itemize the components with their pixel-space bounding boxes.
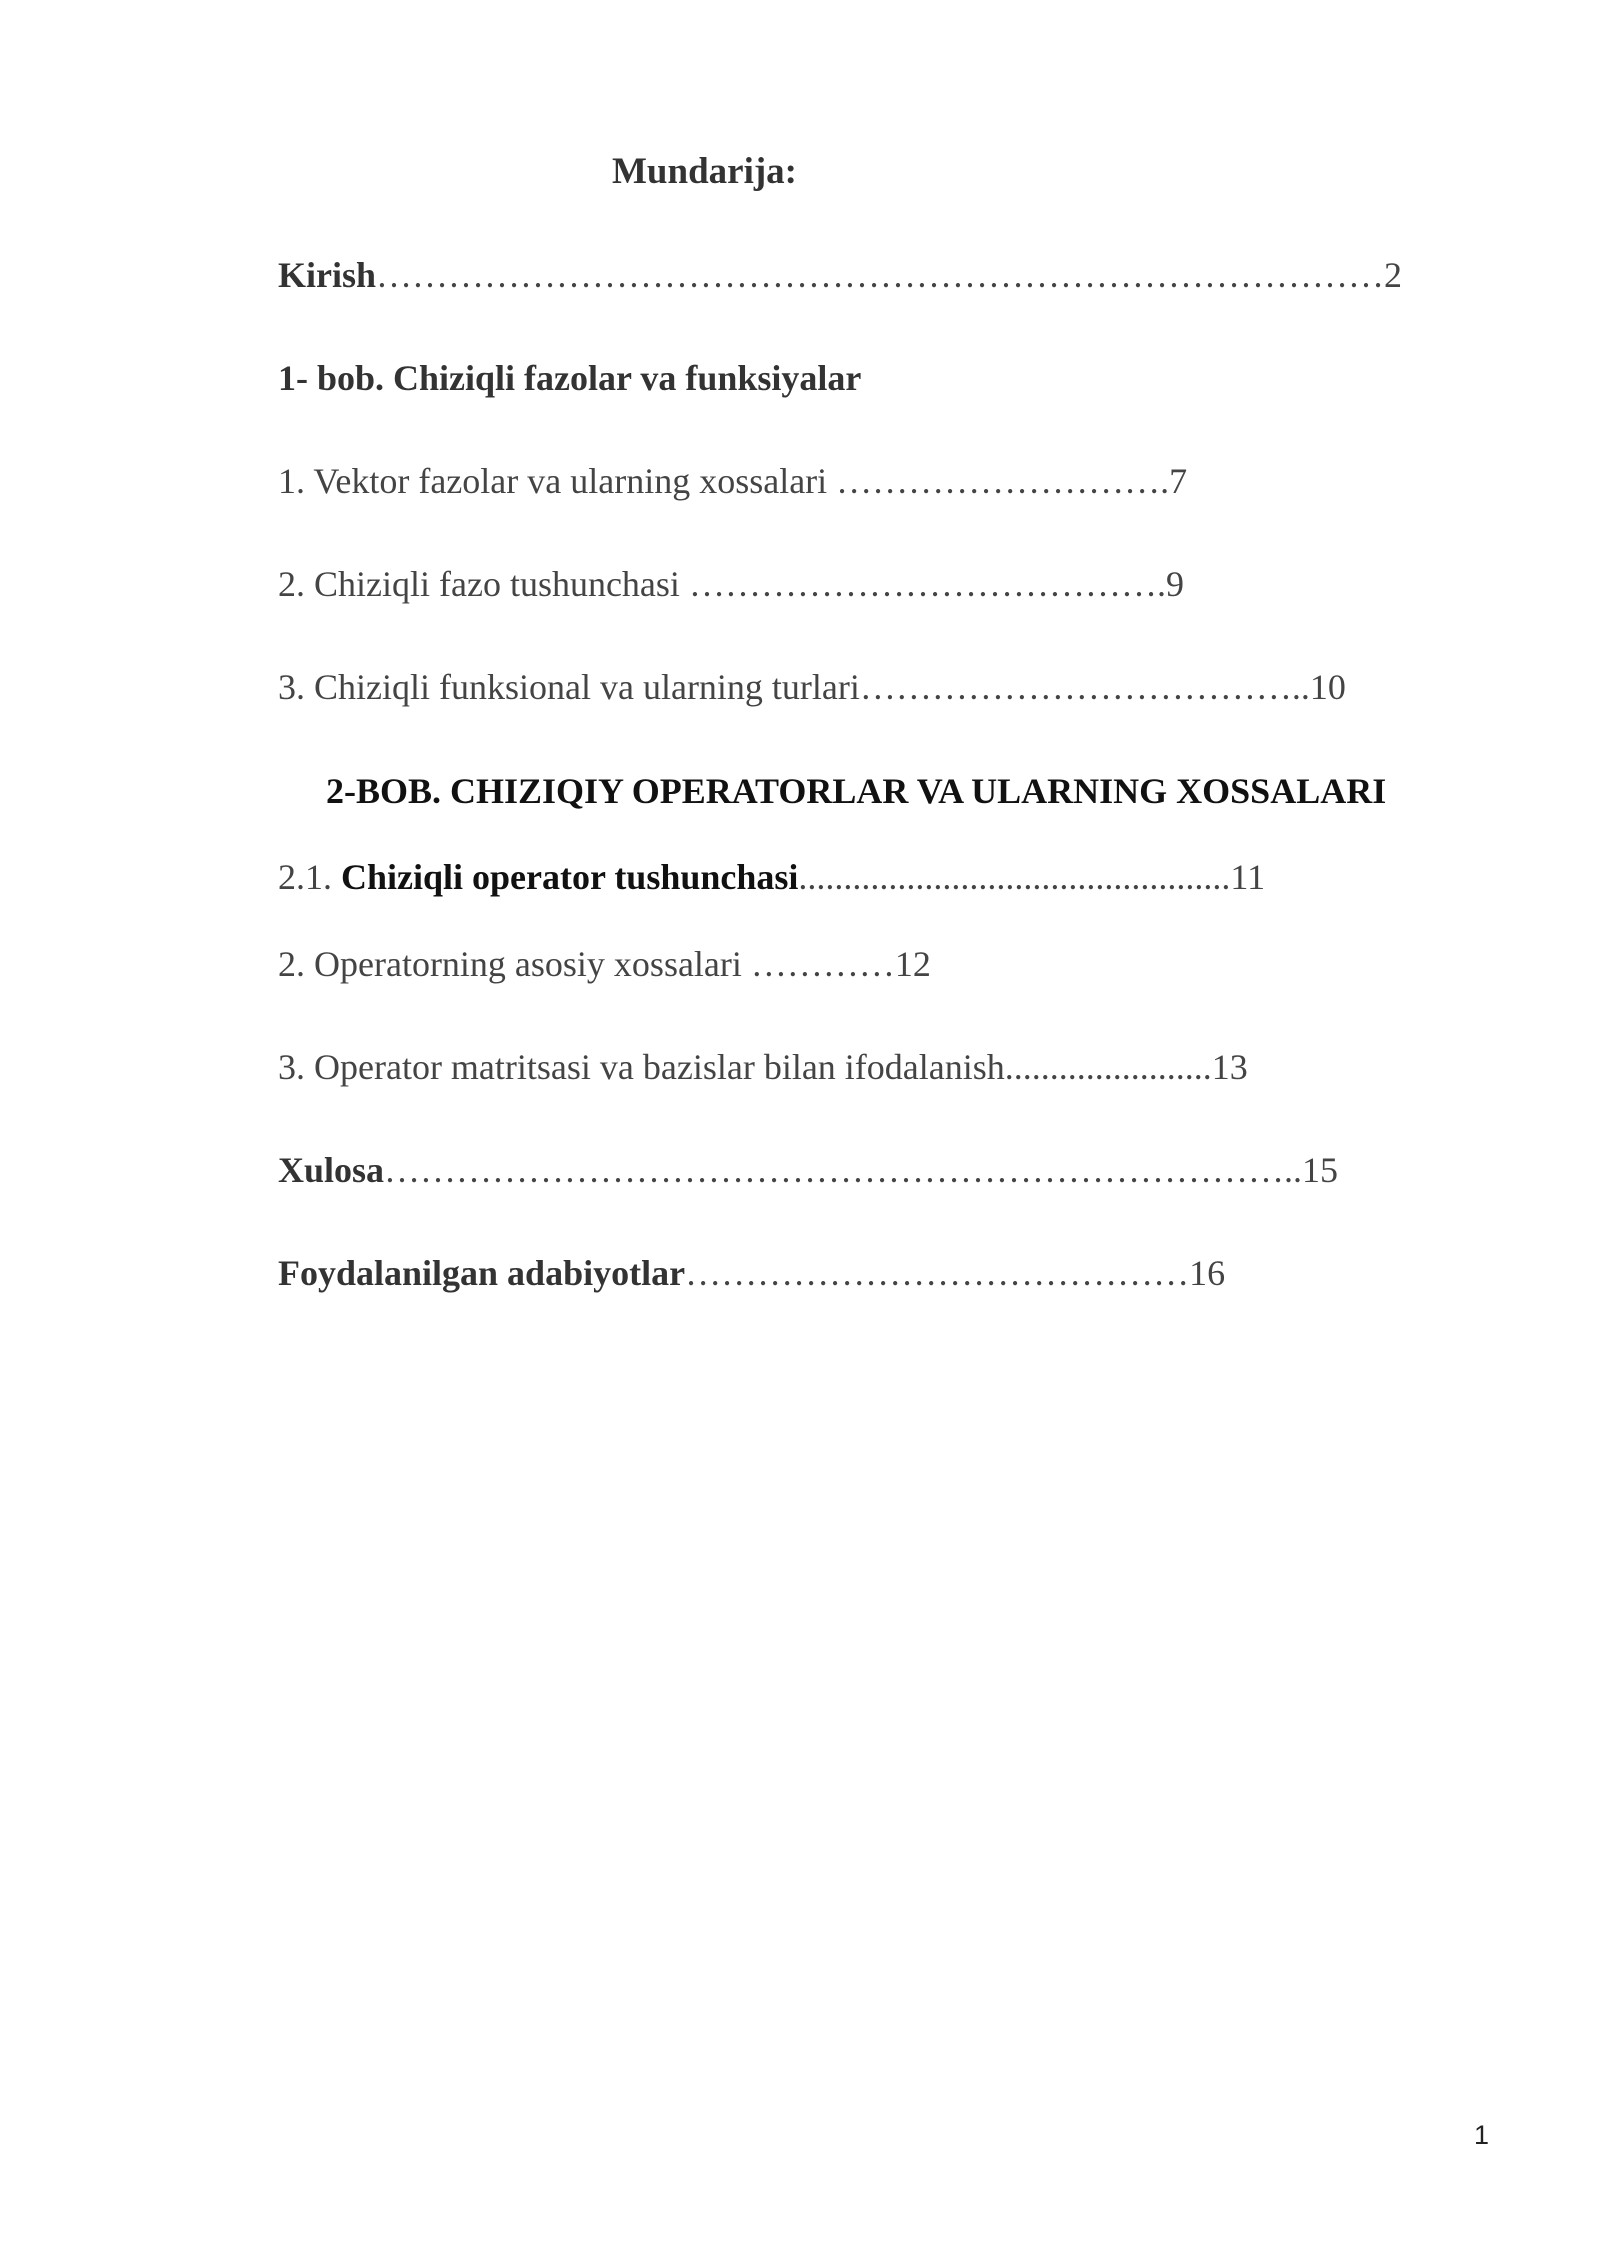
toc-entry-dots: .......................: [1004, 1047, 1212, 1087]
toc-entry-label: 3. Chiziqli funksional va ularning turlari: [278, 667, 860, 707]
toc-entry-label: Foydalanilgan adabiyotlar: [278, 1253, 686, 1293]
toc-entry-page: 9: [1165, 564, 1184, 604]
toc-entry-label: 2. Operatorning asosiy xossalari: [278, 944, 751, 984]
toc-entry-dots: …………………………………………………………………………: [376, 255, 1385, 295]
toc-entry-kirish: [278, 255, 1402, 296]
toc-entry-page: 16: [1189, 1253, 1226, 1293]
toc-entry-label: 1. Vektor fazolar va ularning xossalari: [278, 461, 837, 501]
toc-entry-adabiyotlar: [278, 1253, 1225, 1294]
toc-entry-page: 7: [1169, 461, 1188, 501]
toc-entry-dots: …………………………………………………………………..: [384, 1150, 1303, 1190]
toc-entry-1-2: [278, 564, 1184, 605]
toc-entry-2-1: [278, 857, 1265, 898]
toc-entry-label: 3. Operator matritsasi va bazislar bilan ifodalanish: [278, 1047, 1005, 1087]
toc-entry-dots: ................................................: [798, 857, 1231, 897]
toc-title: Mundarija:: [612, 151, 797, 192]
toc-chapter-1-heading: 1- bob. Chiziqli fazolar va funksiyalar: [278, 358, 862, 398]
toc-entry-prefix: 2.1.: [278, 857, 341, 897]
toc-entry-page: 11: [1230, 857, 1266, 897]
toc-entry-xulosa: [278, 1150, 1338, 1191]
toc-entry-1-1: [278, 461, 1187, 502]
toc-entry-dots: ……………………….: [836, 461, 1170, 501]
toc-entry-page: 12: [894, 944, 931, 984]
toc-entry-label: Chiziqli operator tushunchasi: [341, 857, 799, 897]
toc-entry-2-2: [278, 944, 931, 985]
toc-entry-dots: ………………………………..: [859, 667, 1310, 707]
toc-chapter-2-heading: 2-BOB. CHIZIQIY OPERATORLAR VA ULARNING XOSSALARI: [326, 771, 1387, 811]
toc-entry-page: 2: [1384, 255, 1403, 295]
toc-entry-label: 2. Chiziqli fazo tushunchasi: [278, 564, 689, 604]
toc-entry-dots: ……………………………………: [685, 1253, 1190, 1293]
toc-entry-dots: ………………………………….: [688, 564, 1166, 604]
page-number: 1: [1474, 2120, 1490, 2150]
toc-entry-page: 13: [1211, 1047, 1248, 1087]
toc-entry-label: Xulosa: [278, 1150, 385, 1190]
toc-entry-1-3: [278, 667, 1346, 708]
toc-entry-page: 10: [1309, 667, 1346, 707]
toc-entry-label: Kirish: [278, 255, 377, 295]
toc-entry-2-3: [278, 1047, 1248, 1088]
toc-entry-dots: …………: [750, 944, 895, 984]
toc-entry-page: 15: [1302, 1150, 1339, 1190]
